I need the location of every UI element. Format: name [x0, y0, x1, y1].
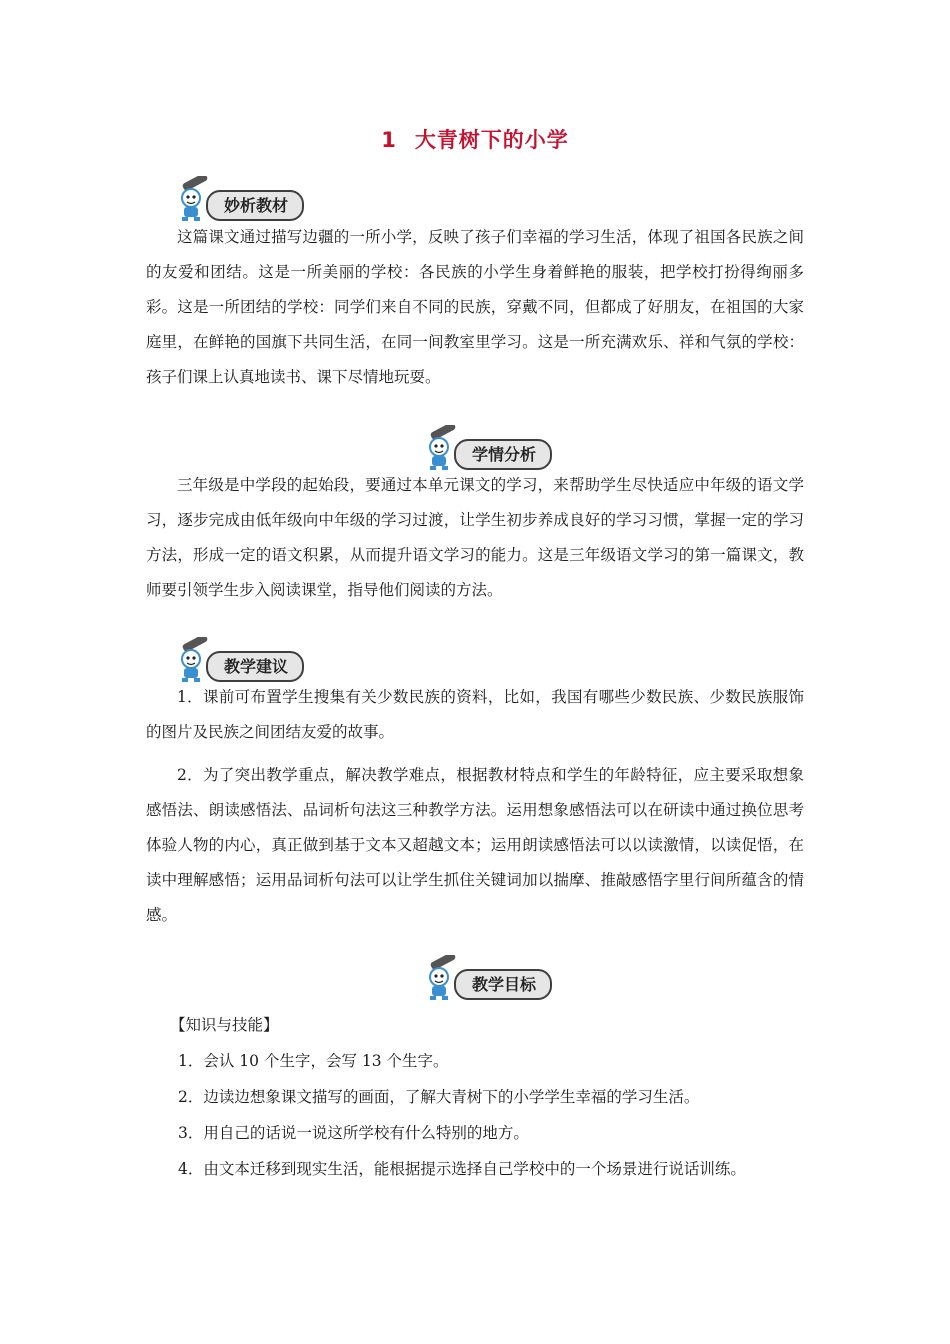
- goals-subheading: 【知识与技能】: [170, 1016, 279, 1034]
- goal-item: 4．由文本迁移到现实生活，能根据提示选择自己学校中的一个场景进行说话训练。: [178, 1160, 746, 1178]
- section-heading: 妙析教材: [206, 190, 304, 221]
- lesson-title-text: 大青树下的小学: [414, 128, 569, 152]
- section-heading: 学情分析: [454, 439, 552, 470]
- goal-item: 2．边读边想象课文描写的画面，了解大青树下的小学学生幸福的学习生活。: [178, 1088, 700, 1106]
- section-heading: 教学建议: [206, 651, 304, 682]
- paragraph-students: 三年级是中学段的起始段，要通过本单元课文的学习，来帮助学生尽快适应中年级的语文学习，逐步完成由低年级向中年级的学习过渡，让学生初步养成良好的学习习惯，掌握一定的学习方法，形成一定的语文积累，从而提升语文学习的能力。这是三年级语文学习的第一篇课文，教师要引领学生步入阅读课堂，指导他们阅读的方法。: [146, 476, 804, 599]
- goal-item: 3．用自己的话说一说这所学校有什么特别的地方。: [178, 1124, 529, 1142]
- section-heading: 教学目标: [454, 969, 552, 1000]
- lesson-number: 1: [381, 128, 397, 152]
- paragraph-suggestion-1: 1．课前可布置学生搜集有关少数民族的资料，比如，我国有哪些少数民族、少数民族服饰的图片及民族之间团结友爱的故事。: [146, 688, 804, 741]
- goal-item: 1．会认 10 个生字，会写 13 个生字。: [178, 1052, 449, 1070]
- lesson-title: [0, 124, 950, 154]
- paragraph-suggestion-2: 2．为了突出教学重点，解决教学难点，根据教材特点和学生的年龄特征，应主要采取想象感悟法、朗读感悟法、品词析句法这三种教学方法。运用想象感悟法可以在研读中通过换位思考体验人物的内心，真正做到基于文本又超越文本；运用朗读感悟法可以以读激情，以读促悟，在读中理解感悟；运用品词析句法可以让学生抓住关键词加以揣摩、推敲感悟字里行间所蕴含的情感。: [146, 766, 804, 924]
- paragraph-analysis: 这篇课文通过描写边疆的一所小学，反映了孩子们幸福的学习生活，体现了祖国各民族之间的友爱和团结。这是一所美丽的学校：各民族的小学生身着鲜艳的服装，把学校打扮得绚丽多彩。这是一所团结的学校：同学们来自不同的民族，穿戴不同，但都成了好朋友，在祖国的大家庭里，在鲜艳的国旗下共同生活，在同一间教室里学习。这是一所充满欢乐、祥和气氛的学校：孩子们课上认真地读书、课下尽情地玩耍。: [146, 228, 804, 386]
